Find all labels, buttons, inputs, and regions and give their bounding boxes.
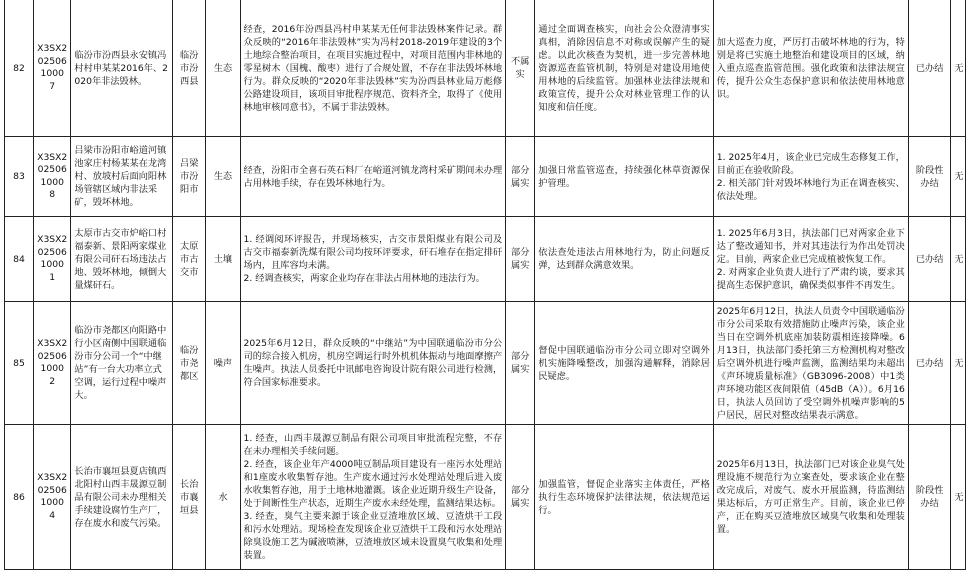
rectification-result — [713, 425, 908, 570]
status-cell: 阶段性办结 — [908, 425, 951, 570]
row-number: 83 — [5, 137, 34, 217]
complaint-code: X3SX2025061000 7 — [34, 0, 71, 137]
complaint-code: X3SX2025061000 8 — [34, 137, 71, 217]
pollution-type: 生态 — [206, 0, 240, 137]
region-cell: 长治市襄垣县 — [173, 425, 206, 570]
handling-opinion: 督促中国联通临汾市分公司立即对空调外机实施降噪整改，加强沟通解释，消除居民疑虑。 — [535, 302, 714, 425]
row-number: 82 — [5, 0, 34, 137]
verdict-cell: 部分属实 — [506, 137, 535, 217]
complaint-code: X3SX2025061000 4 — [34, 425, 71, 570]
accountability-flag: 无 — [951, 137, 966, 217]
complaint-code: X3SX2025061000 1 — [34, 217, 71, 302]
verdict-cell: 部分属实 — [506, 217, 535, 302]
accountability-flag: 无 — [951, 0, 966, 137]
region-cell: 临汾市汾西县 — [173, 0, 206, 137]
complaint-title: 临汾市汾西县永安镇冯村村申某某2016年、2020年非法毁林。 — [71, 0, 173, 137]
pollution-type: 生态 — [206, 137, 240, 217]
table-row — [5, 425, 966, 570]
complaint-title: 太原市古交市炉峪口村福泰新、景阳两家煤业有限公司矸石场违法占地、毁坏林地，倾倒大量煤矸石。 — [71, 217, 173, 302]
accountability-flag: 无 — [951, 302, 966, 425]
investigation-findings — [240, 217, 506, 302]
status-cell: 已办结 — [908, 0, 951, 137]
rectification-result — [713, 0, 908, 137]
handling-opinion: 通过全面调查核实，向社会公众澄清事实真相，消除因信息不对称或误解产生的疑虑。以此次核查为契机，进一步完善林地资源巡查监管机制，特别是对建设用地使用林地的后续监管。加强林业法律法规和政策宣传，提升公众对林业管理工作的认知度和信任度。 — [535, 0, 714, 137]
handling-opinion: 加强监管，督促企业落实主体责任，严格执行生态环境保护法律法规，依法规范运行。 — [535, 425, 714, 570]
complaint-title: 临汾市尧都区向阳路中行小区南侧中国联通临汾市分公司一个“中继站”有一台大功率立式空调，运行过程中噪声大。 — [71, 302, 173, 425]
row-number: 86 — [5, 425, 34, 570]
status-cell: 已办结 — [908, 302, 951, 425]
verdict-cell: 不属实 — [506, 0, 535, 137]
investigation-findings-paragraph: 1. 经调阅环评报告，并现场核实，古交市景阳煤业有限公司及古交市福泰新洗煤有限公司均按环评要求，矸石堆存在指定排矸场内，且库容均未满。 — [243, 234, 503, 271]
table-row — [5, 137, 966, 217]
rectification-result-paragraph: 1. 2025年4月，该企业已完成生态修复工作，目前正在验收阶段。 — [716, 151, 905, 176]
rectification-result-paragraph: 2025年6月12日，执法人员责令中国联通临汾市分公司采取有效措施防止噪声污染，该企业当日在空调外机底座加装防震相连接降噪。6月13日，执法部门委托第三方检测机构对整改后空调外机进行噪声监测，监测结果均未超出《声环境质量标准》（GB3096-2008）中1类声环境功能区夜间限值（45dB（A））。6月16日，执法人员回访了受空调外机噪声影响的5户居民，居民对整改结果表示满意。 — [716, 305, 905, 421]
petition-table — [4, 0, 966, 570]
complaint-title: 长治市襄垣县夏店镇西北阳村山西丰晟源豆制品有限公司未办理相关手续建设腐竹生产厂，存在废水和废气污染。 — [71, 425, 173, 570]
rectification-result — [713, 137, 908, 217]
rectification-result-paragraph: 2. 相关部门针对毁坏林地行为正在调查核实、依法处理。 — [716, 177, 905, 202]
region-cell: 太原市古交市 — [173, 217, 206, 302]
rectification-result — [713, 302, 908, 425]
pollution-type: 噪声 — [206, 302, 240, 425]
investigation-findings-paragraph: 1. 经查，山西丰晟源豆制品有限公司项目审批流程完整，不存在未办理相关手续问题。 — [243, 433, 503, 457]
pollution-type: 水 — [206, 425, 240, 570]
rectification-result-paragraph: 1. 2025年6月3日，执法部门已对两家企业下达了整改通知书，并对其违法行为作出处罚决定。目前，两家企业已完成植被恢复工作。 — [716, 227, 905, 265]
region-cell: 吕梁市汾阳市 — [173, 137, 206, 217]
status-cell: 已办结 — [908, 217, 951, 302]
investigation-findings — [240, 302, 506, 425]
verdict-cell: 部分属实 — [506, 425, 535, 570]
handling-opinion: 加强日常监管巡查，持续强化林草资源保护管理。 — [535, 137, 714, 217]
rectification-result-paragraph: 2. 对两家企业负责人进行了严肃约谈，要求其提高生态保护意识，确保类似事件不再发生。 — [716, 266, 905, 291]
table-row — [5, 302, 966, 425]
accountability-flag: 无 — [951, 425, 966, 570]
region-cell: 临汾市尧都区 — [173, 302, 206, 425]
investigation-findings-paragraph: 2. 经调查核实，两家企业均存在非法占用林地的违法行为。 — [243, 273, 485, 284]
investigation-findings-paragraph: 3. 经查，臭气主要来源于该企业豆渣堆放区域、豆渣烘干工段和污水处理站。现场检查发现该企业豆渣烘干工段和污水处理站除臭设施工艺为碱液喷淋，豆渣堆放区域未设置臭气收集和处理装置。 — [243, 511, 503, 561]
rectification-result-paragraph: 2025年6月13日，执法部门已对该企业臭气处理设施不规范行为立案查处，要求该企业在整改完成后，对废气、废水开展监测，待监测结果达标后，方可正常生产。目前，该企业已停产，正在购买豆渣堆放区域臭气收集和处理装置。 — [716, 459, 905, 535]
table-row — [5, 217, 966, 302]
complaint-code: X3SX2025061000 2 — [34, 302, 71, 425]
investigation-findings — [240, 0, 506, 137]
investigation-findings-paragraph: 2. 经查，该企业年产4000吨豆制品项目建设有一座污水处理站和1座废水收集暂存池。生产废水通过污水处理站处理后进入废水收集暂存池，用于土地林地灌溉。该企业近期升级生产设备，处于间断性生产状态，近期生产废水未经处理，监测结果达标。 — [243, 459, 503, 509]
investigation-findings-paragraph: 经查，2016年汾西县冯村申某某无任何非法毁林案件记录。群众反映的“2016年非法毁林”实为冯村2018-2019年建设的3个土地综合整治项目，在项目实施过程中，对项目范围内非林地的零星树木（国槐、酸枣）进行了合规处置，不存在非法毁坏林地行为。群众反映的“2020年非法毁林”实为汾西县林业局万彪修公路建设项目，该项目审批程序规范、资料齐全，取得了《使用林地审核同意书》，不属于非法毁林。 — [243, 23, 503, 113]
table-body — [5, 0, 966, 570]
investigation-findings — [240, 425, 506, 570]
complaint-title: 吕梁市汾阳市峪道河镇池家庄村杨某某在龙湾村、放坡村后面向阳林场管辖区域内非法采矿，毁坏林地。 — [71, 137, 173, 217]
accountability-flag: 无 — [951, 217, 966, 302]
handling-opinion: 依法查处违法占用林地行为，防止问题反弹，达到群众满意效果。 — [535, 217, 714, 302]
status-cell: 阶段性办结 — [908, 137, 951, 217]
investigation-findings-paragraph: 经查，汾阳市全喜石英石料厂在峪道河镇龙湾村采矿期间未办理占用林地手续，存在毁坏林地行为。 — [243, 164, 503, 189]
investigation-findings — [240, 137, 506, 217]
rectification-result — [713, 217, 908, 302]
row-number: 85 — [5, 302, 34, 425]
row-number: 84 — [5, 217, 34, 302]
pollution-type: 土壤 — [206, 217, 240, 302]
investigation-findings-paragraph: 2025年6月12日，群众反映的“中继站”为中国联通临汾市分公司的综合接入机房，机房空调运行时外机机体振动与地面摩擦产生噪声。执法人员委托中讯邮电咨询设计院有限公司进行检测，符合国家标准要求。 — [243, 338, 503, 388]
rectification-result-paragraph: 加大巡查力度，严厉打击破坏林地的行为，特别是将已实施土地整治和建设项目的区域，纳入重点巡查监管范围。强化政策和法律法规宣传，提升公众生态保护意识和依法使用林地意识。 — [716, 36, 905, 100]
verdict-cell: 部分属实 — [506, 302, 535, 425]
table-row — [5, 0, 966, 137]
